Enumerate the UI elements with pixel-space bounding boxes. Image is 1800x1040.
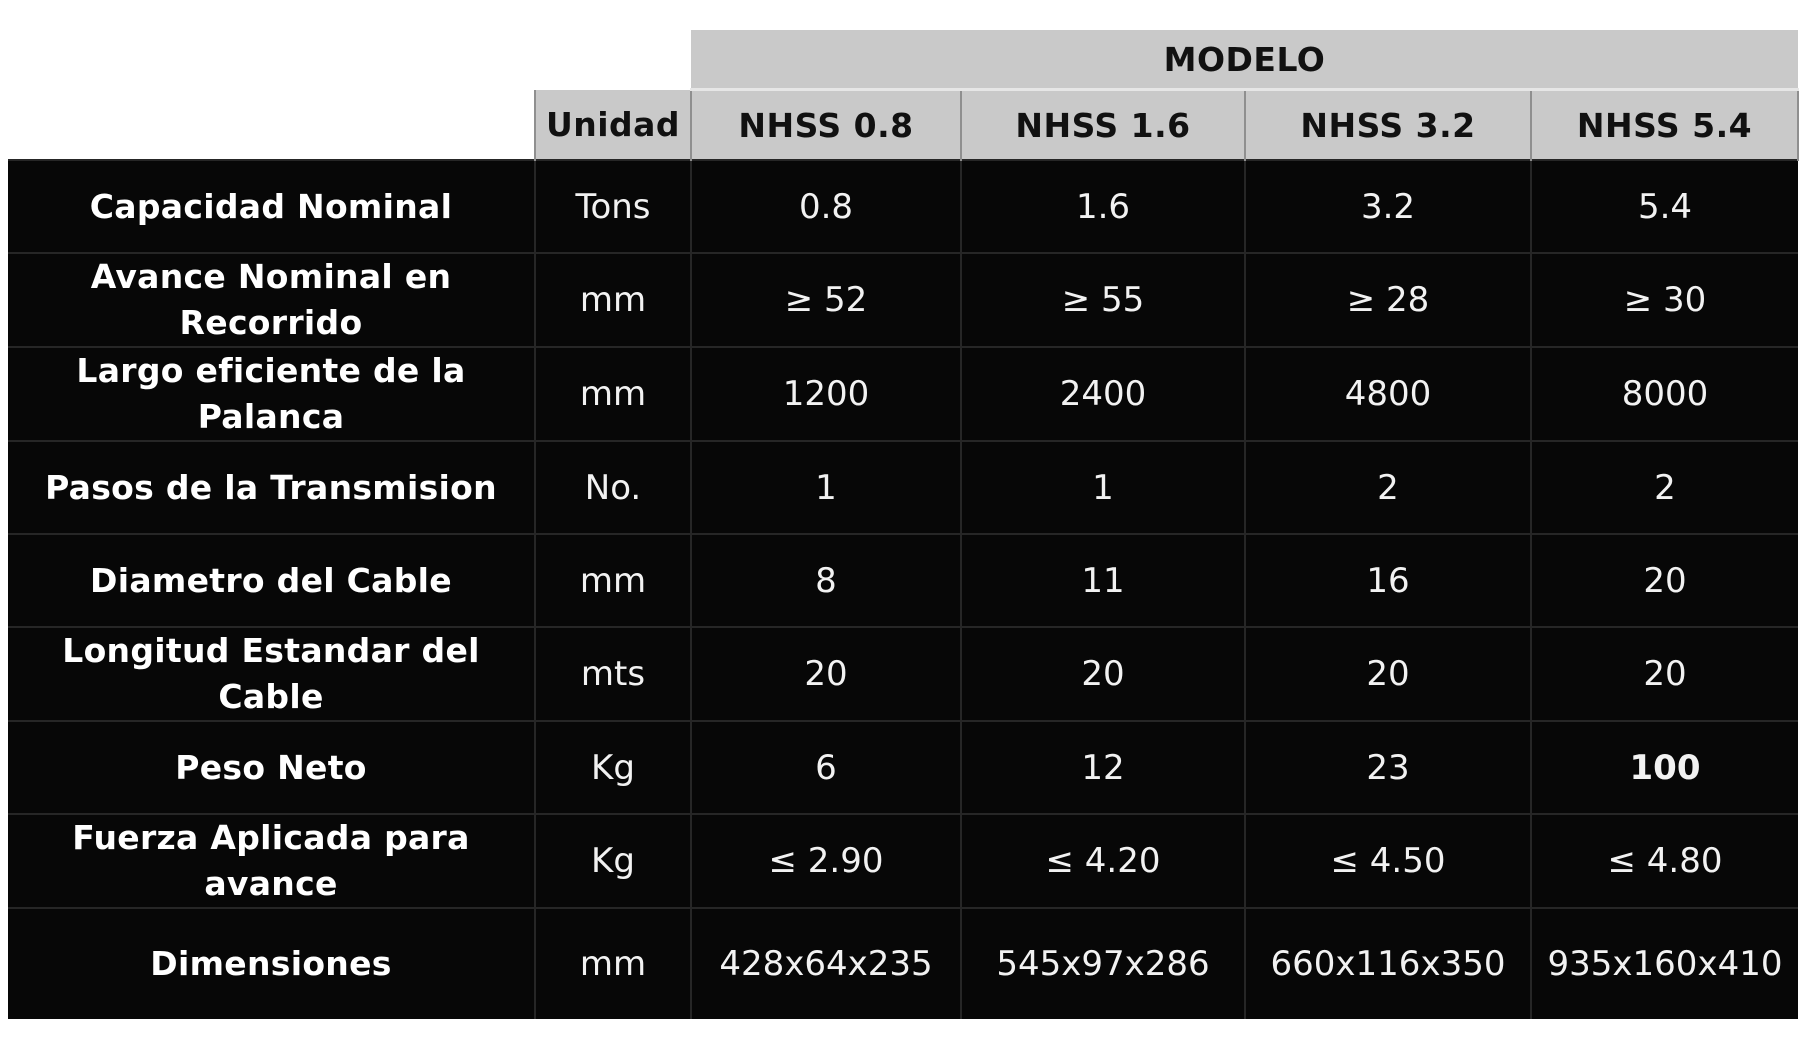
cell-value: 23 bbox=[1245, 721, 1531, 814]
cell-value: ≥ 30 bbox=[1531, 253, 1798, 347]
model-header: NHSS 5.4 bbox=[1531, 90, 1798, 161]
cell-value: 20 bbox=[1531, 627, 1798, 721]
cell-value: 4800 bbox=[1245, 347, 1531, 441]
table-row bbox=[8, 721, 1798, 814]
cell-value: 6 bbox=[691, 721, 961, 814]
table-row bbox=[8, 441, 1798, 534]
cell-value: 11 bbox=[961, 534, 1245, 627]
blank-corner bbox=[8, 30, 691, 90]
cell-value: 5.4 bbox=[1531, 160, 1798, 253]
model-header: NHSS 1.6 bbox=[961, 90, 1245, 161]
row-unit: mm bbox=[535, 908, 691, 1019]
row-label: Dimensiones bbox=[8, 908, 535, 1019]
row-unit: mm bbox=[535, 347, 691, 441]
table-row bbox=[8, 160, 1798, 253]
table-row bbox=[8, 627, 1798, 721]
cell-value: 428x64x235 bbox=[691, 908, 961, 1019]
group-header-row bbox=[8, 30, 1798, 90]
cell-value: 20 bbox=[1245, 627, 1531, 721]
table-row bbox=[8, 253, 1798, 347]
cell-value: 20 bbox=[691, 627, 961, 721]
row-label: Peso Neto bbox=[8, 721, 535, 814]
cell-value: ≤ 4.80 bbox=[1531, 814, 1798, 908]
blank-label-header bbox=[8, 90, 535, 161]
row-unit: Tons bbox=[535, 160, 691, 253]
row-label: Fuerza Aplicada para avance bbox=[8, 814, 535, 908]
row-unit: mm bbox=[535, 253, 691, 347]
row-unit: mts bbox=[535, 627, 691, 721]
cell-value: 0.8 bbox=[691, 160, 961, 253]
row-unit: Kg bbox=[535, 721, 691, 814]
table-row bbox=[8, 908, 1798, 1019]
row-label: Diametro del Cable bbox=[8, 534, 535, 627]
row-unit: No. bbox=[535, 441, 691, 534]
cell-value: ≤ 4.50 bbox=[1245, 814, 1531, 908]
column-header-row bbox=[8, 90, 1798, 161]
modelo-header: MODELO bbox=[691, 30, 1798, 90]
cell-value: 1200 bbox=[691, 347, 961, 441]
cell-value: 2 bbox=[1245, 441, 1531, 534]
row-unit: mm bbox=[535, 534, 691, 627]
row-label: Capacidad Nominal bbox=[8, 160, 535, 253]
cell-value: 2400 bbox=[961, 347, 1245, 441]
cell-value: 1.6 bbox=[961, 160, 1245, 253]
model-header: NHSS 0.8 bbox=[691, 90, 961, 161]
row-label: Pasos de la Transmision bbox=[8, 441, 535, 534]
cell-value: 1 bbox=[961, 441, 1245, 534]
unit-header: Unidad bbox=[535, 90, 691, 161]
cell-value: 16 bbox=[1245, 534, 1531, 627]
cell-value: ≥ 55 bbox=[961, 253, 1245, 347]
table-row bbox=[8, 347, 1798, 441]
cell-value: ≥ 28 bbox=[1245, 253, 1531, 347]
cell-value: ≥ 52 bbox=[691, 253, 961, 347]
cell-value: 1 bbox=[691, 441, 961, 534]
cell-value: ≤ 4.20 bbox=[961, 814, 1245, 908]
cell-value: 20 bbox=[961, 627, 1245, 721]
row-label: Longitud Estandar del Cable bbox=[8, 627, 535, 721]
row-unit: Kg bbox=[535, 814, 691, 908]
cell-value: 20 bbox=[1531, 534, 1798, 627]
model-header: NHSS 3.2 bbox=[1245, 90, 1531, 161]
cell-value: 8 bbox=[691, 534, 961, 627]
cell-value: 660x116x350 bbox=[1245, 908, 1531, 1019]
row-label: Avance Nominal en Recorrido bbox=[8, 253, 535, 347]
cell-value: 2 bbox=[1531, 441, 1798, 534]
table-row bbox=[8, 814, 1798, 908]
table-row bbox=[8, 534, 1798, 627]
cell-value: 545x97x286 bbox=[961, 908, 1245, 1019]
cell-value: 12 bbox=[961, 721, 1245, 814]
cell-value: 935x160x410 bbox=[1531, 908, 1798, 1019]
spec-table bbox=[8, 30, 1799, 1019]
cell-value: 3.2 bbox=[1245, 160, 1531, 253]
row-label: Largo eficiente de la Palanca bbox=[8, 347, 535, 441]
cell-value: ≤ 2.90 bbox=[691, 814, 961, 908]
cell-value: 100 bbox=[1531, 721, 1798, 814]
cell-value: 8000 bbox=[1531, 347, 1798, 441]
